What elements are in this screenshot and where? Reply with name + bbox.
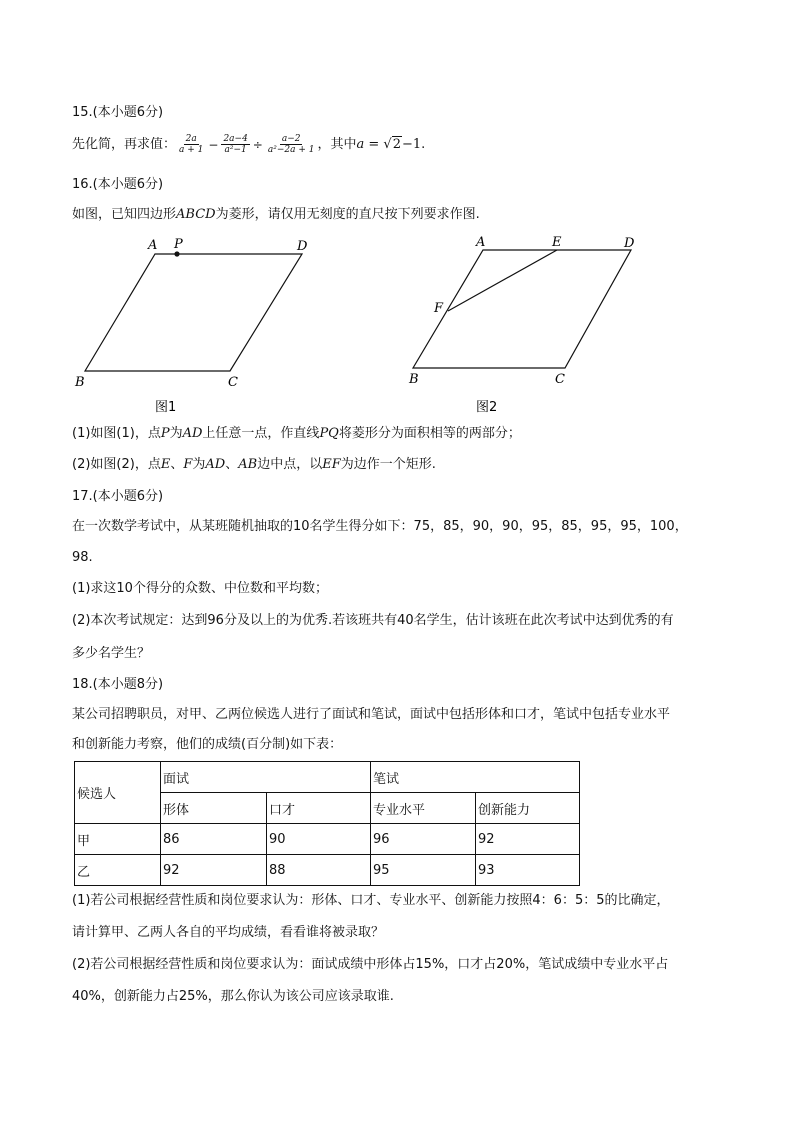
q17-line1: 在一次数学考试中，从某班随机抽取的10名学生得分如下：75，85，90，90，95，85，95，95，100， (72, 519, 688, 534)
score-cell: 88 (267, 855, 371, 886)
q15-cond-eq: = √ (364, 137, 392, 152)
score-cell: 92 (476, 824, 580, 855)
label-a-fig1: A (148, 238, 158, 253)
score-cell: 86 (161, 824, 267, 855)
q17-line2: 98. (72, 550, 93, 565)
q16-part1: (1)如图(1)，点P为AD上任意一点，作直线PQ将菱形分为面积相等的两部分； (72, 426, 521, 441)
score-table (74, 761, 580, 886)
rhombus-abcd-fig1 (85, 254, 302, 371)
q17-part2-line1: (2)本次考试规定：达到96分及以上的为优秀.若该班共有40名学生，估计该班在此次考试中达到优秀的有 (72, 613, 674, 628)
table-row (75, 824, 580, 855)
caption-fig1: 图1 (155, 400, 177, 415)
q18-part2-line2: 40%，创新能力占25%，那么你认为该公司应该录取谁. (72, 989, 394, 1004)
q18-part1-line1: (1)若公司根据经营性质和岗位要求认为：形体、口才、专业水平、创新能力按照4：6：5：5的比确定， (72, 893, 670, 908)
label-d-fig2: D (624, 236, 635, 251)
q15-fraction-1: $\frac{2a}{a + 1}$ (179, 134, 204, 155)
q16-part2: (2)如图(2)，点E、F为AD、AB边中点，以EF为边作一个矩形. (72, 457, 436, 472)
table-row (75, 855, 580, 886)
row-name: 甲 (75, 824, 161, 855)
q16-intro: 如图，已知四边形ABCD为菱形，请仅用无刻度的直尺按下列要求作图. (72, 207, 480, 222)
q15-cond-radicand: 2 (392, 137, 401, 152)
caption-fig2: 图2 (476, 400, 498, 415)
q18-line1: 某公司招聘职员，对甲、乙两位候选人进行了面试和笔试，面试中包括形体和口才，笔试中包括专业水平 (72, 707, 671, 722)
q15-problem: 先化简，再求值： $\frac{2a}{a + 1}$ − $\frac{2a-4}{\text{a²−1}}$ ÷ $\frac{a-2}{\text{a²−2a + 1}}$ ，其中a = √2−1. (72, 134, 426, 155)
table-header-row (75, 762, 580, 793)
row-name: 乙 (75, 855, 161, 886)
header-written: 笔试 (371, 762, 580, 793)
label-a-fig2: A (476, 235, 486, 250)
label-d-fig1: D (297, 239, 308, 254)
q18-part1-line2: 请计算甲、乙两人各自的平均成绩，看看谁将被录取？ (72, 925, 385, 940)
q17-part1: (1)求这10个得分的众数、中位数和平均数； (72, 581, 328, 596)
figure-1 (74, 237, 308, 415)
q17-part2-line2: 多少名学生？ (72, 646, 151, 661)
q15-divide-sign: ÷ (252, 137, 263, 152)
label-c-fig1: C (228, 375, 238, 390)
q15-fraction-2: $\frac{2a-4}{\text{a²−1}}$ (223, 134, 248, 155)
header-col: 形体 (161, 793, 267, 824)
q18-header: 18.(本小题8分) (72, 677, 164, 692)
rhombus-figures (0, 228, 794, 420)
header-interview: 面试 (161, 762, 371, 793)
q17-header: 17.(本小题6分) (72, 489, 164, 504)
header-col: 创新能力 (476, 793, 580, 824)
label-b-fig2: B (409, 372, 419, 387)
score-cell: 95 (371, 855, 476, 886)
label-c-fig2: C (555, 372, 565, 387)
point-p-dot (174, 251, 179, 256)
score-cell: 93 (476, 855, 580, 886)
q18-line2: 和创新能力考察，他们的成绩(百分制)如下表： (72, 737, 343, 752)
label-b-fig1: B (75, 375, 85, 390)
score-cell: 90 (267, 824, 371, 855)
q15-tail: ，其中 (317, 137, 357, 152)
q16-header: 16.(本小题6分) (72, 177, 164, 192)
header-col: 口才 (267, 793, 371, 824)
header-col: 专业水平 (371, 793, 476, 824)
q15-cond-rest: −1 (401, 137, 422, 152)
label-e-fig2: E (552, 235, 562, 250)
q15-cond-var: a (356, 137, 365, 152)
score-cell: 92 (161, 855, 267, 886)
rhombus-abcd-fig2 (413, 250, 631, 368)
label-f-fig2: F (434, 301, 444, 316)
q15-fraction-3: $\frac{a-2}{\text{a²−2a + 1}}$ (267, 134, 315, 155)
q15-header: 15.(本小题6分) (72, 105, 164, 120)
q18-part2-line1: (2)若公司根据经营性质和岗位要求认为：面试成绩中形体占15%，口才占20%，笔试成绩中专业水平占 (72, 957, 669, 972)
header-candidate: 候选人 (75, 762, 161, 824)
label-p-fig1: P (174, 237, 183, 252)
q15-end: . (421, 137, 426, 152)
score-cell: 96 (371, 824, 476, 855)
q15-lead: 先化简，再求值： (72, 137, 177, 152)
figure-2 (408, 235, 635, 415)
